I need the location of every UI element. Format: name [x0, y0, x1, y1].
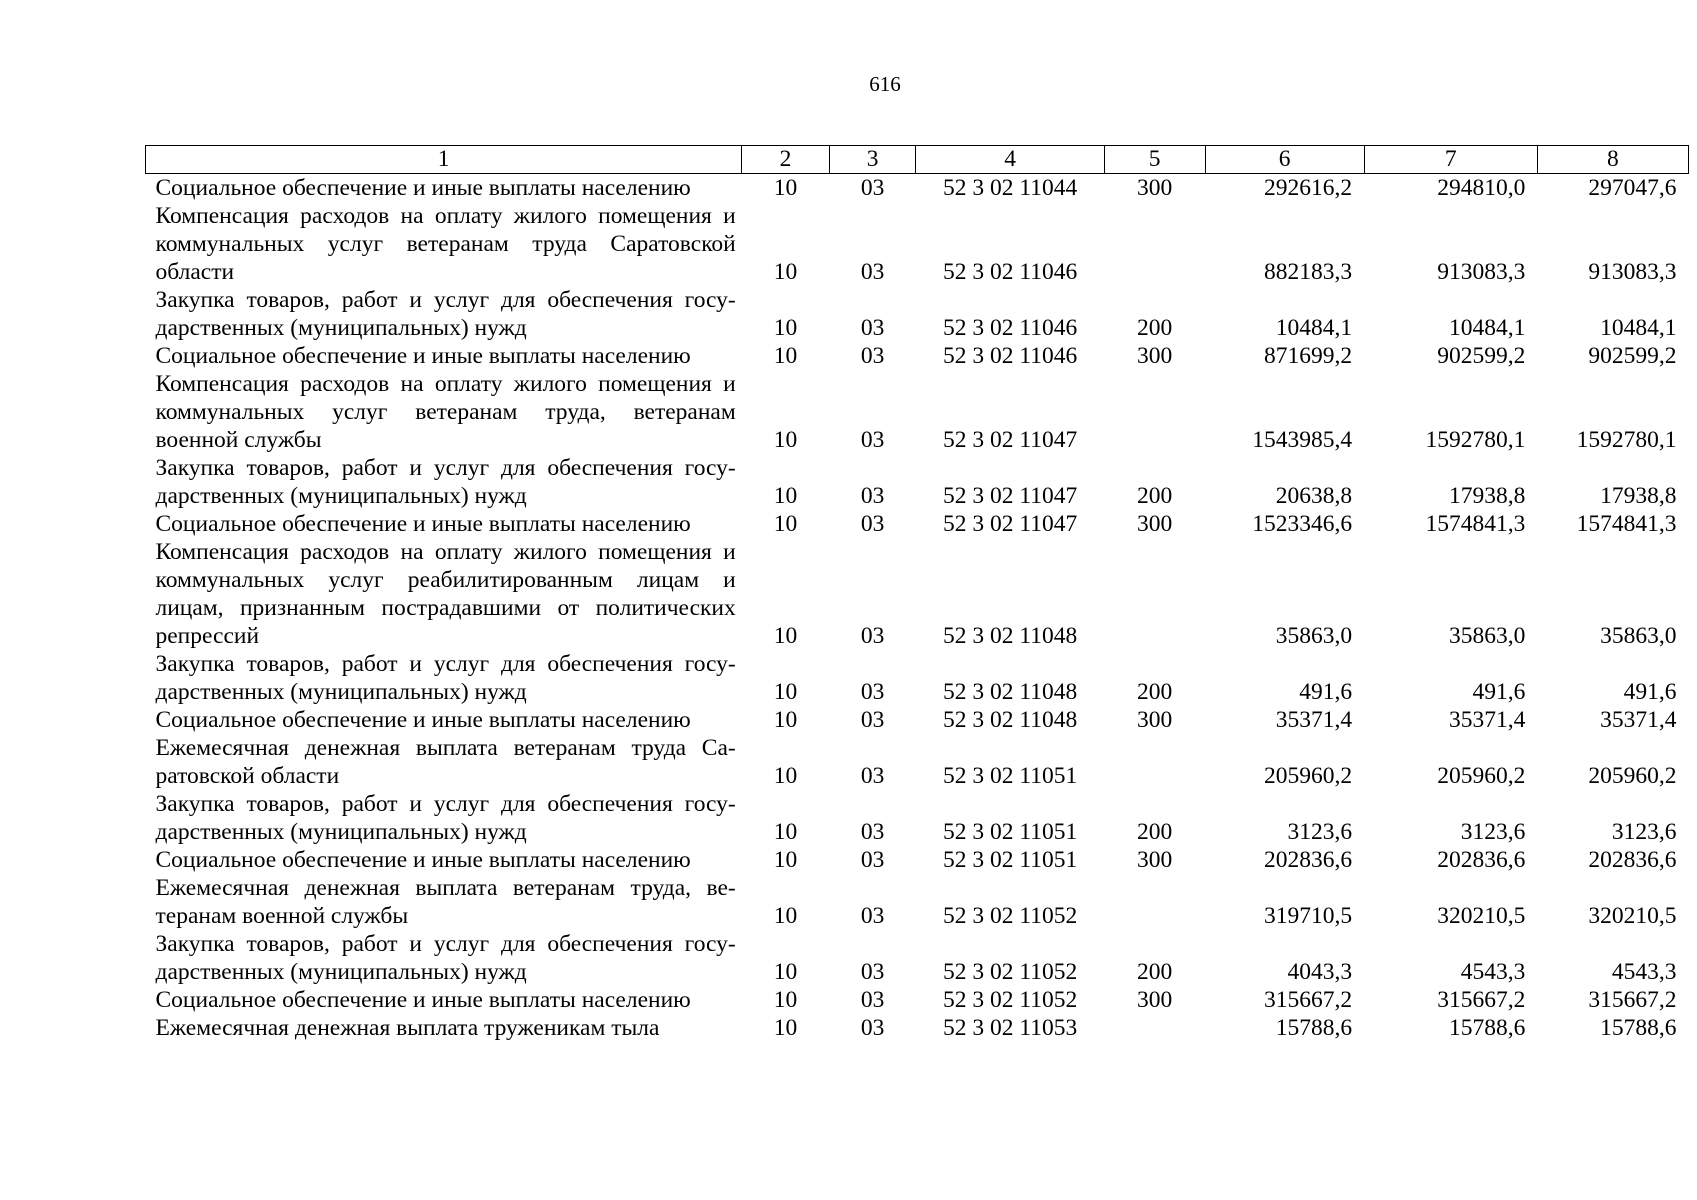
subsection-code: 03	[860, 763, 885, 789]
amount-col-8: 4543,3	[1611, 959, 1677, 985]
table-row	[146, 734, 1689, 790]
amount-col-7: 35371,4	[1448, 707, 1526, 733]
amount-col-7: 4543,3	[1460, 959, 1526, 985]
target-article-code: 52 3 02 11048	[943, 707, 1078, 733]
expense-type-code	[1104, 734, 1205, 790]
section-code: 10	[773, 511, 798, 537]
amount-col-8: 297047,6	[1588, 175, 1677, 201]
target-article-code: 52 3 02 11051	[943, 847, 1078, 873]
amount-col-8: 35863,0	[1600, 623, 1677, 649]
amount-col-6: 491,6	[1299, 679, 1353, 705]
amount-col-8: 902599,2	[1588, 343, 1677, 369]
amount-col-6: 319710,5	[1264, 903, 1353, 929]
amount-col-8: 913083,3	[1588, 259, 1677, 285]
amount-col-8: 1592780,1	[1576, 427, 1677, 453]
subsection-code: 03	[860, 259, 885, 285]
table-row	[146, 202, 1689, 286]
amount-col-7: 294810,0	[1437, 175, 1526, 201]
row-name: Социальное обеспечение и иные выплаты населению	[155, 175, 691, 201]
expense-type-code	[1104, 202, 1205, 286]
subsection-code: 03	[860, 343, 885, 369]
amount-col-8: 320210,5	[1588, 903, 1677, 929]
subsection-code: 03	[860, 679, 885, 705]
target-article-code: 52 3 02 11047	[943, 427, 1078, 453]
section-code: 10	[773, 427, 798, 453]
target-article-code: 52 3 02 11051	[943, 763, 1078, 789]
target-article-code: 52 3 02 11044	[943, 175, 1078, 201]
target-article-code: 52 3 02 11046	[943, 259, 1078, 285]
amount-col-6: 20638,8	[1275, 483, 1353, 509]
expense-type-code: 200	[1137, 679, 1173, 705]
subsection-code: 03	[860, 707, 885, 733]
row-name: Социальное обеспечение и иные выплаты населению	[155, 847, 691, 873]
table-row	[146, 286, 1689, 342]
section-code: 10	[773, 259, 798, 285]
amount-col-6: 315667,2	[1264, 987, 1353, 1013]
section-code: 10	[773, 763, 798, 789]
row-name: Ежемесячная денежная выплата ветеранам труда Са-ратовской области	[155, 735, 736, 789]
subsection-code: 03	[860, 511, 885, 537]
row-name: Закупка товаров, работ и услуг для обеспечения госу-дарственных (муниципальных) нужд	[155, 455, 736, 509]
table-row	[146, 986, 1689, 1014]
section-code: 10	[773, 959, 798, 985]
expense-type-code: 200	[1137, 483, 1173, 509]
subsection-code: 03	[860, 903, 885, 929]
expense-type-code	[1104, 874, 1205, 930]
column-header-7: 7	[1364, 146, 1537, 174]
amount-col-6: 10484,1	[1275, 315, 1353, 341]
row-name: Закупка товаров, работ и услуг для обеспечения госу-дарственных (муниципальных) нужд	[155, 791, 736, 845]
amount-col-8: 205960,2	[1588, 763, 1677, 789]
amount-col-6: 292616,2	[1264, 175, 1353, 201]
amount-col-6: 15788,6	[1275, 1015, 1353, 1041]
row-name: Компенсация расходов на оплату жилого помещения и коммунальных услуг реабилитированным лицам и лицам, признанным пострадавшими от политических репрессий	[155, 539, 736, 649]
section-code: 10	[773, 679, 798, 705]
row-name: Закупка товаров, работ и услуг для обеспечения госу-дарственных (муниципальных) нужд	[155, 931, 736, 985]
row-name: Социальное обеспечение и иные выплаты населению	[155, 343, 691, 369]
table-row	[146, 706, 1689, 734]
amount-col-8: 17938,8	[1600, 483, 1677, 509]
section-code: 10	[773, 623, 798, 649]
header-row	[146, 146, 1689, 174]
expense-type-code: 200	[1137, 959, 1173, 985]
row-name: Социальное обеспечение и иные выплаты населению	[155, 987, 691, 1013]
expense-type-code: 300	[1137, 511, 1173, 537]
amount-col-7: 35863,0	[1448, 623, 1526, 649]
section-code: 10	[773, 987, 798, 1013]
row-name: Социальное обеспечение и иные выплаты населению	[155, 511, 691, 537]
amount-col-7: 913083,3	[1437, 259, 1526, 285]
expense-type-code: 300	[1137, 987, 1173, 1013]
subsection-code: 03	[860, 959, 885, 985]
amount-col-8: 3123,6	[1611, 819, 1677, 845]
column-header-3: 3	[829, 146, 916, 174]
section-code: 10	[773, 483, 798, 509]
table-row	[146, 930, 1689, 986]
amount-col-8: 35371,4	[1600, 707, 1677, 733]
subsection-code: 03	[860, 427, 885, 453]
target-article-code: 52 3 02 11052	[943, 903, 1078, 929]
expense-type-code: 300	[1137, 175, 1173, 201]
amount-col-6: 4043,3	[1287, 959, 1353, 985]
amount-col-6: 205960,2	[1264, 763, 1353, 789]
amount-col-8: 202836,6	[1588, 847, 1677, 873]
expense-type-code: 300	[1137, 343, 1173, 369]
target-article-code: 52 3 02 11048	[943, 623, 1078, 649]
row-name: Закупка товаров, работ и услуг для обеспечения госу-дарственных (муниципальных) нужд	[155, 287, 736, 341]
amount-col-7: 10484,1	[1448, 315, 1526, 341]
page-number: 616	[869, 72, 901, 96]
column-header-4: 4	[916, 146, 1104, 174]
amount-col-6: 1523346,6	[1252, 511, 1353, 537]
section-code: 10	[773, 1015, 798, 1041]
row-name: Ежемесячная денежная выплата ветеранам труда, ве-теранам военной службы	[155, 875, 736, 929]
section-code: 10	[773, 175, 798, 201]
row-name: Компенсация расходов на оплату жилого помещения и коммунальных услуг ветеранам труда, ветеранам военной службы	[155, 371, 736, 453]
row-name: Компенсация расходов на оплату жилого помещения и коммунальных услуг ветеранам труда Саратовской области	[155, 203, 736, 285]
column-header-2: 2	[742, 146, 830, 174]
section-code: 10	[773, 343, 798, 369]
amount-col-8: 315667,2	[1588, 987, 1677, 1013]
expense-type-code	[1104, 1014, 1205, 1042]
amount-col-7: 1574841,3	[1425, 511, 1526, 537]
amount-col-7: 205960,2	[1437, 763, 1526, 789]
table-row	[146, 1014, 1689, 1042]
amount-col-7: 202836,6	[1437, 847, 1526, 873]
target-article-code: 52 3 02 11046	[943, 343, 1078, 369]
expense-type-code: 200	[1137, 315, 1173, 341]
amount-col-6: 35863,0	[1275, 623, 1353, 649]
table-row	[146, 174, 1689, 203]
target-article-code: 52 3 02 11052	[943, 987, 1078, 1013]
target-article-code: 52 3 02 11047	[943, 483, 1078, 509]
amount-col-7: 3123,6	[1460, 819, 1526, 845]
amount-col-8: 10484,1	[1600, 315, 1677, 341]
table-row	[146, 370, 1689, 454]
subsection-code: 03	[860, 483, 885, 509]
expense-type-code	[1104, 538, 1205, 650]
amount-col-6: 882183,3	[1264, 259, 1353, 285]
subsection-code: 03	[860, 1015, 885, 1041]
expense-type-code	[1104, 370, 1205, 454]
table-row	[146, 538, 1689, 650]
table-row	[146, 790, 1689, 846]
amount-col-8: 15788,6	[1600, 1015, 1677, 1041]
section-code: 10	[773, 707, 798, 733]
amount-col-6: 35371,4	[1275, 707, 1353, 733]
subsection-code: 03	[860, 315, 885, 341]
expense-type-code: 300	[1137, 847, 1173, 873]
column-header-8: 8	[1537, 146, 1688, 174]
amount-col-7: 17938,8	[1448, 483, 1526, 509]
expense-type-code: 300	[1137, 707, 1173, 733]
amount-col-7: 491,6	[1472, 679, 1526, 705]
subsection-code: 03	[860, 987, 885, 1013]
amount-col-8: 1574841,3	[1576, 511, 1677, 537]
table-row	[146, 454, 1689, 510]
row-name: Социальное обеспечение и иные выплаты населению	[155, 707, 691, 733]
amount-col-7: 1592780,1	[1425, 427, 1526, 453]
column-header-6: 6	[1205, 146, 1364, 174]
row-name: Закупка товаров, работ и услуг для обеспечения госу-дарственных (муниципальных) нужд	[155, 651, 736, 705]
row-name: Ежемесячная денежная выплата труженикам тыла	[155, 1015, 660, 1041]
amount-col-7: 315667,2	[1437, 987, 1526, 1013]
subsection-code: 03	[860, 175, 885, 201]
target-article-code: 52 3 02 11052	[943, 959, 1078, 985]
target-article-code: 52 3 02 11051	[943, 819, 1078, 845]
section-code: 10	[773, 315, 798, 341]
amount-col-6: 871699,2	[1264, 343, 1353, 369]
target-article-code: 52 3 02 11053	[943, 1015, 1078, 1041]
amount-col-6: 1543985,4	[1252, 427, 1353, 453]
column-header-1: 1	[146, 146, 742, 174]
table-row	[146, 874, 1689, 930]
subsection-code: 03	[860, 623, 885, 649]
subsection-code: 03	[860, 847, 885, 873]
table-row	[146, 650, 1689, 706]
table-row	[146, 342, 1689, 370]
amount-col-8: 491,6	[1623, 679, 1677, 705]
target-article-code: 52 3 02 11046	[943, 315, 1078, 341]
column-header-5: 5	[1104, 146, 1205, 174]
amount-col-7: 902599,2	[1437, 343, 1526, 369]
section-code: 10	[773, 903, 798, 929]
target-article-code: 52 3 02 11047	[943, 511, 1078, 537]
amount-col-6: 3123,6	[1287, 819, 1353, 845]
expense-type-code: 200	[1137, 819, 1173, 845]
section-code: 10	[773, 819, 798, 845]
table-row	[146, 846, 1689, 874]
budget-table	[145, 145, 1689, 1042]
table-row	[146, 510, 1689, 538]
amount-col-6: 202836,6	[1264, 847, 1353, 873]
amount-col-7: 15788,6	[1448, 1015, 1526, 1041]
target-article-code: 52 3 02 11048	[943, 679, 1078, 705]
amount-col-7: 320210,5	[1437, 903, 1526, 929]
subsection-code: 03	[860, 819, 885, 845]
section-code: 10	[773, 847, 798, 873]
